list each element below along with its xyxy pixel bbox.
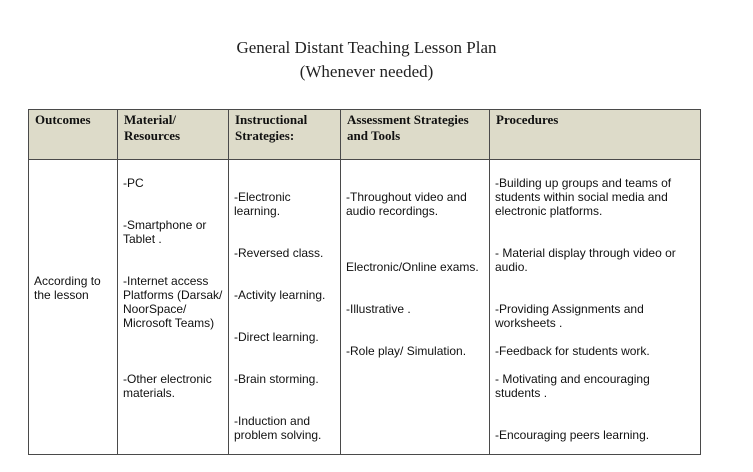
list-item: -Direct learning.: [234, 330, 319, 344]
list-item: -Smartphone or Tablet .: [123, 218, 207, 246]
header-procedures: Procedures: [490, 110, 701, 160]
list-item: - Motivating and encouraging students .: [495, 372, 650, 400]
header-row: [29, 110, 701, 160]
list-item: -Reversed class.: [234, 246, 324, 260]
header-assessment: Assessment Strategies and Tools: [341, 110, 490, 160]
list-item: -Brain storming.: [234, 372, 319, 386]
list-item: -Induction and problem solving.: [234, 414, 322, 442]
list-item: -Illustrative .: [346, 302, 411, 316]
list-item: According to the lesson: [34, 274, 101, 302]
list-item: -Providing Assignments and worksheets .: [495, 302, 644, 330]
list-item: -Role play/ Simulation.: [346, 344, 467, 358]
header-outcomes: Outcomes: [29, 110, 118, 160]
document-title: General Distant Teaching Lesson Plan: [236, 38, 497, 57]
list-item: -Building up groups and teams of students within social media and electronic platforms.: [495, 176, 672, 218]
list-item: -Activity learning.: [234, 288, 326, 302]
instructional-cell: [229, 160, 341, 455]
header-material: Material/ Resources: [118, 110, 229, 160]
list-item: -Other electronic materials.: [123, 372, 212, 400]
list-item: -Electronic learning.: [234, 190, 291, 218]
outcomes-cell: [29, 160, 118, 455]
list-item: Electronic/Online exams.: [346, 260, 479, 274]
list-item: -Internet access Platforms (Darsak/ NoorSpace/ Microsoft Teams): [123, 274, 223, 330]
list-item: -Throughout video and audio recordings.: [346, 190, 467, 218]
lesson-plan-table: [28, 109, 701, 455]
document-subtitle: (Whenever needed): [299, 62, 434, 81]
list-item: -Feedback for students work.: [495, 344, 650, 358]
material-cell: [118, 160, 229, 455]
list-item: - Material display through video or audio.: [495, 246, 676, 274]
document-title-block: [0, 36, 733, 84]
procedures-cell: [490, 160, 701, 455]
header-instructional: Instructional Strategies:: [229, 110, 341, 160]
table-row: [29, 160, 701, 455]
list-item: -PC: [123, 176, 144, 190]
list-item: -Encouraging peers learning.: [495, 428, 650, 442]
assessment-cell: [341, 160, 490, 455]
